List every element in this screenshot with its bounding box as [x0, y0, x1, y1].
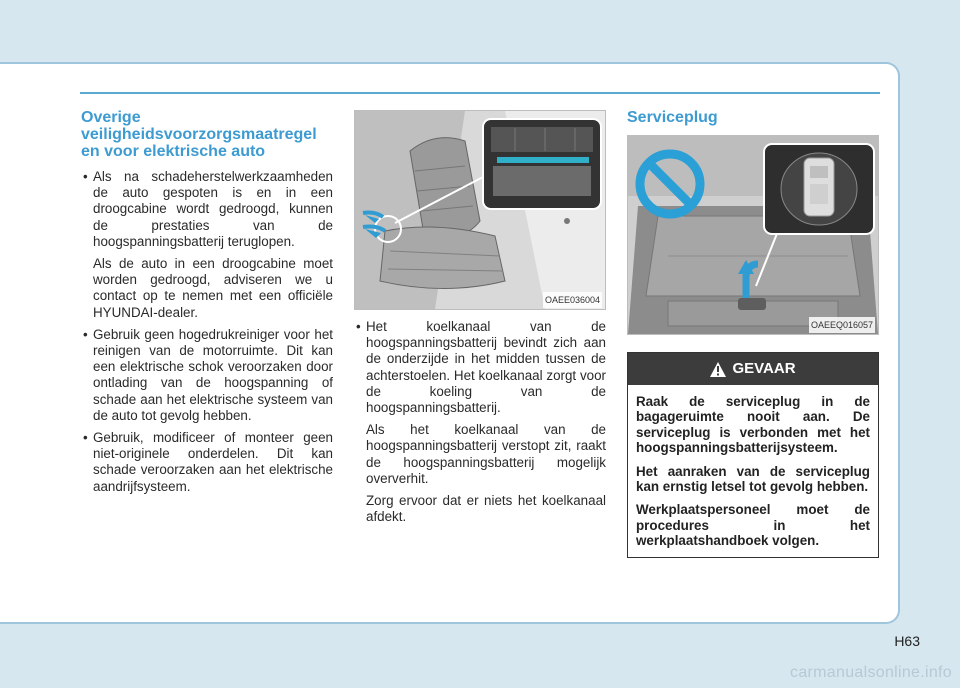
- section-heading-safety: Overige veiligheidsvoorzorgsmaatregel en voor elektrische auto: [81, 109, 317, 160]
- list-item: [81, 169, 333, 321]
- figure-code: OAEE036004: [543, 292, 602, 308]
- bullet-text: Als na schadeherstelwerkzaamheden de auto gespoten is en in een droogcabine wordt gedroogd, kunnen de prestaties van de hoogspanningsbatterij teruglopen.: [93, 169, 333, 249]
- page-number: H63: [894, 633, 920, 649]
- section-heading-serviceplug: Serviceplug: [627, 109, 718, 126]
- bullet-subparagraph: Als het koelkanaal van de hoogspanningsbatterij verstopt zit, raakt de hoogspanningsbatterij mogelijk oververhit.: [366, 422, 606, 486]
- right-column: [627, 109, 879, 558]
- danger-body: [628, 385, 878, 557]
- danger-box: [627, 352, 879, 558]
- top-rule: [80, 92, 880, 94]
- list-item: • Gebruik, modificeer of monteer geen niet-originele onderdelen. Dit kan schade veroorzaken aan het elektrische aandrijfsysteem.: [81, 430, 333, 495]
- rear-seat-illustration: [355, 111, 605, 309]
- figure-cooling-duct: [354, 110, 606, 310]
- safety-bullets: [81, 169, 333, 495]
- danger-header: [628, 353, 878, 385]
- bullet-text: Het koelkanaal van de hoogspanningsbatterij bevindt zich aan de onderzijde in het midden tussen de achterstoelen. Het koelkanaal zorgt voor de koeling van de hoogspanningsbatterij.: [366, 319, 606, 416]
- danger-paragraph: Werkplaatspersoneel moet de procedures in het werkplaatshandboek volgen.: [636, 502, 870, 549]
- danger-paragraph: Raak de serviceplug in de bagageruimte nooit aan. De serviceplug is verbonden met het hoogspanningsbatterijsysteem.: [636, 394, 870, 456]
- cooling-bullets: [354, 319, 606, 525]
- danger-title: GEVAAR: [732, 359, 796, 377]
- danger-paragraph: Het aanraken van de serviceplug kan ernstig letsel tot gevolg hebben.: [636, 463, 870, 495]
- left-column: [81, 109, 333, 501]
- cargo-area-illustration: [628, 136, 878, 334]
- warning-triangle-icon: [710, 362, 726, 377]
- middle-column: [354, 110, 606, 531]
- figure-serviceplug: [627, 135, 879, 335]
- bullet-subparagraph: Zorg ervoor dat er niets het koelkanaal afdekt.: [366, 493, 606, 525]
- list-item: • Gebruik geen hogedrukreiniger voor het reinigen van de motorruimte. Dit kan een elektrische schok veroorzaken door ontlading van de hoogspanning of schade aan het elektrische systeem van de auto tot gevolg hebben.: [81, 327, 333, 424]
- watermark: carmanualsonline.info: [790, 664, 952, 681]
- list-item: [354, 319, 606, 525]
- bullet-subparagraph: Als de auto in een droogcabine moet worden gedroogd, adviseren we u contact op te nemen met een officiële HYUNDAI-dealer.: [93, 256, 333, 320]
- figure-code: OAEEQ016057: [809, 317, 875, 333]
